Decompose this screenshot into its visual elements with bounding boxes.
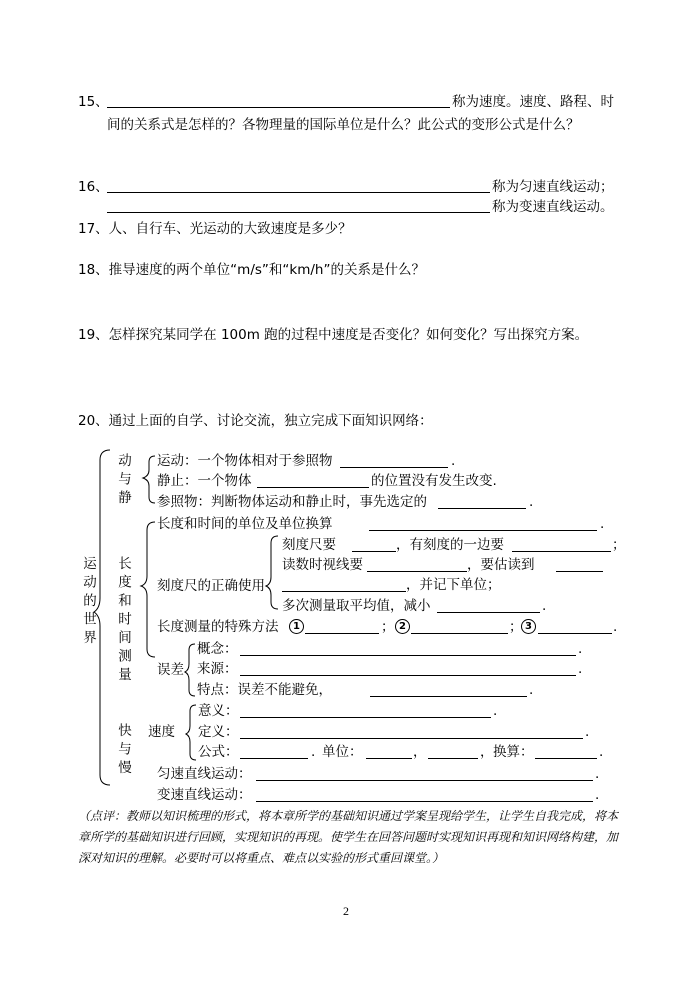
error-source-period: . (578, 661, 583, 677)
reference-frame-blank[interactable] (438, 508, 526, 509)
circle-3: 3 (521, 618, 536, 634)
teacher-comment: （点评：教师以知识梳理的形式，将本章所学的基础知识通过学案呈现给学生，让学生自我完成，将本章所学的基础知识进行回顾，实现知识的再现。使学生在回答问题时实现知识再现和知识网络构建，加深对知识的理解。必要时可以将重点、难点以实验的形式重回课堂。） (78, 809, 619, 865)
variable-motion-blank[interactable] (256, 801, 593, 802)
speed-meaning-blank[interactable] (240, 717, 491, 718)
special-blank-3[interactable] (538, 633, 612, 634)
error-label: 误差 (157, 662, 184, 678)
q19-text: 19、怎样探究某同学在 100m 跑的过程中速度是否变化？如何变化？写出探究方案。 (78, 327, 589, 343)
speed-conversion: 换算： (493, 744, 534, 760)
rest-definition-b: 的位置没有发生改变. (371, 473, 497, 489)
branch-fast-slow: 快与慢 (115, 723, 131, 779)
speed-definition: 定义： (198, 724, 239, 740)
uniform-motion-period: . (595, 766, 600, 782)
speed-unit-blank-2[interactable] (428, 758, 478, 759)
ruler-item-2a: 读数时视线要 (282, 557, 363, 573)
ruler-blank-5[interactable] (282, 591, 406, 592)
special-blank-1[interactable] (305, 633, 379, 634)
q16-text-2: 称为变速直线运动。 (492, 199, 614, 215)
page-number: 2 (343, 904, 349, 918)
q16-text-1: 称为匀速直线运动； (492, 179, 614, 195)
units-period: . (600, 516, 605, 532)
error-feature: 特点：误差不能避免， (197, 682, 332, 698)
uniform-motion-blank[interactable] (256, 780, 593, 781)
q16-number: 16、 (78, 179, 109, 195)
speed-unit-sep: ， (413, 744, 427, 760)
ruler-item-4: 多次测量取平均值，减小 (282, 598, 431, 614)
q15-text: 称为速度。速度、路程、时 (452, 94, 614, 110)
circle-2: 2 (395, 618, 410, 634)
speed-definition-blank[interactable] (240, 738, 583, 739)
speed-label: 速度 (148, 724, 175, 740)
motion-blank[interactable] (340, 467, 448, 468)
ruler-blank-3[interactable] (367, 571, 467, 572)
speed-unit: 单位： (322, 744, 363, 760)
ruler-item-1b: ，有刻度的一边要 (396, 537, 504, 553)
speed-conv-sep: ， (480, 744, 494, 760)
units-conversion: 长度和时间的单位及单位换算 (157, 516, 333, 532)
network-root-label: 运动的世界 (80, 556, 96, 649)
rest-definition-a: 静止：一个物体 (157, 473, 252, 489)
speed-definition-period: . (585, 724, 590, 740)
error-source-blank[interactable] (240, 675, 576, 676)
ruler-blank-1[interactable] (352, 551, 396, 552)
reference-frame: 参照物：判断物体运动和静止时，事先选定的 (157, 494, 427, 510)
special-sep-2: ； (509, 619, 523, 635)
rest-blank[interactable] (257, 487, 369, 488)
error-concept-period: . (578, 641, 583, 657)
ruler-item-1a: 刻度尺要 (282, 537, 336, 553)
q15-number: 15、 (78, 94, 109, 110)
ruler-item-4-period: . (542, 598, 547, 614)
uniform-motion: 匀速直线运动： (157, 766, 252, 782)
ruler-correct-use: 刻度尺的正确使用 (157, 578, 265, 594)
speed-conversion-period: . (599, 744, 604, 760)
q17-text: 17、人、自行车、光运动的大致速度是多少？ (78, 221, 352, 237)
special-methods: 长度测量的特殊方法 (157, 619, 279, 635)
reference-frame-period: . (529, 494, 534, 510)
q18-text: 18、推导速度的两个单位“m/s”和“km/h”的关系是什么？ (78, 262, 425, 278)
variable-motion-period: . (595, 787, 600, 803)
units-blank[interactable] (369, 530, 597, 531)
speed-conversion-blank[interactable] (535, 758, 597, 759)
special-sep-1: ； (381, 619, 395, 635)
error-feature-blank[interactable] (370, 696, 527, 697)
q15-text-line2: 间的关系式是怎样的？各物理量的国际单位是什么？此公式的变形公式是什么？ (107, 117, 580, 133)
ruler-blank-6[interactable] (437, 612, 540, 613)
circle-1: 1 (289, 618, 304, 634)
variable-motion: 变速直线运动： (157, 787, 252, 803)
speed-meaning: 意义： (198, 703, 239, 719)
motion-definition: 运动：一个物体相对于参照物 (157, 453, 333, 469)
speed-formula-blank[interactable] (240, 758, 308, 759)
motion-period: . (451, 453, 456, 469)
ruler-item-3: ，并记下单位； (406, 577, 501, 593)
special-period: . (613, 619, 618, 635)
speed-formula-period: . (311, 744, 316, 760)
ruler-item-1-end: ； (612, 537, 626, 553)
error-concept-blank[interactable] (240, 655, 576, 656)
speed-meaning-period: . (493, 703, 498, 719)
q20-text: 20、通过上面的自学、讨论交流，独立完成下面知识网络： (78, 413, 433, 429)
speed-unit-blank-1[interactable] (366, 758, 412, 759)
error-feature-period: . (529, 682, 534, 698)
ruler-blank-4[interactable] (556, 571, 603, 572)
error-concept: 概念： (197, 641, 238, 657)
error-source: 来源： (197, 661, 238, 677)
speed-formula: 公式： (198, 744, 239, 760)
special-blank-2[interactable] (411, 633, 508, 634)
ruler-blank-2[interactable] (512, 551, 611, 552)
branch-length-time: 长度和时间测量 (115, 556, 131, 686)
ruler-item-2b: ，要估读到 (467, 557, 535, 573)
branch-motion-rest: 动与静 (115, 453, 131, 509)
